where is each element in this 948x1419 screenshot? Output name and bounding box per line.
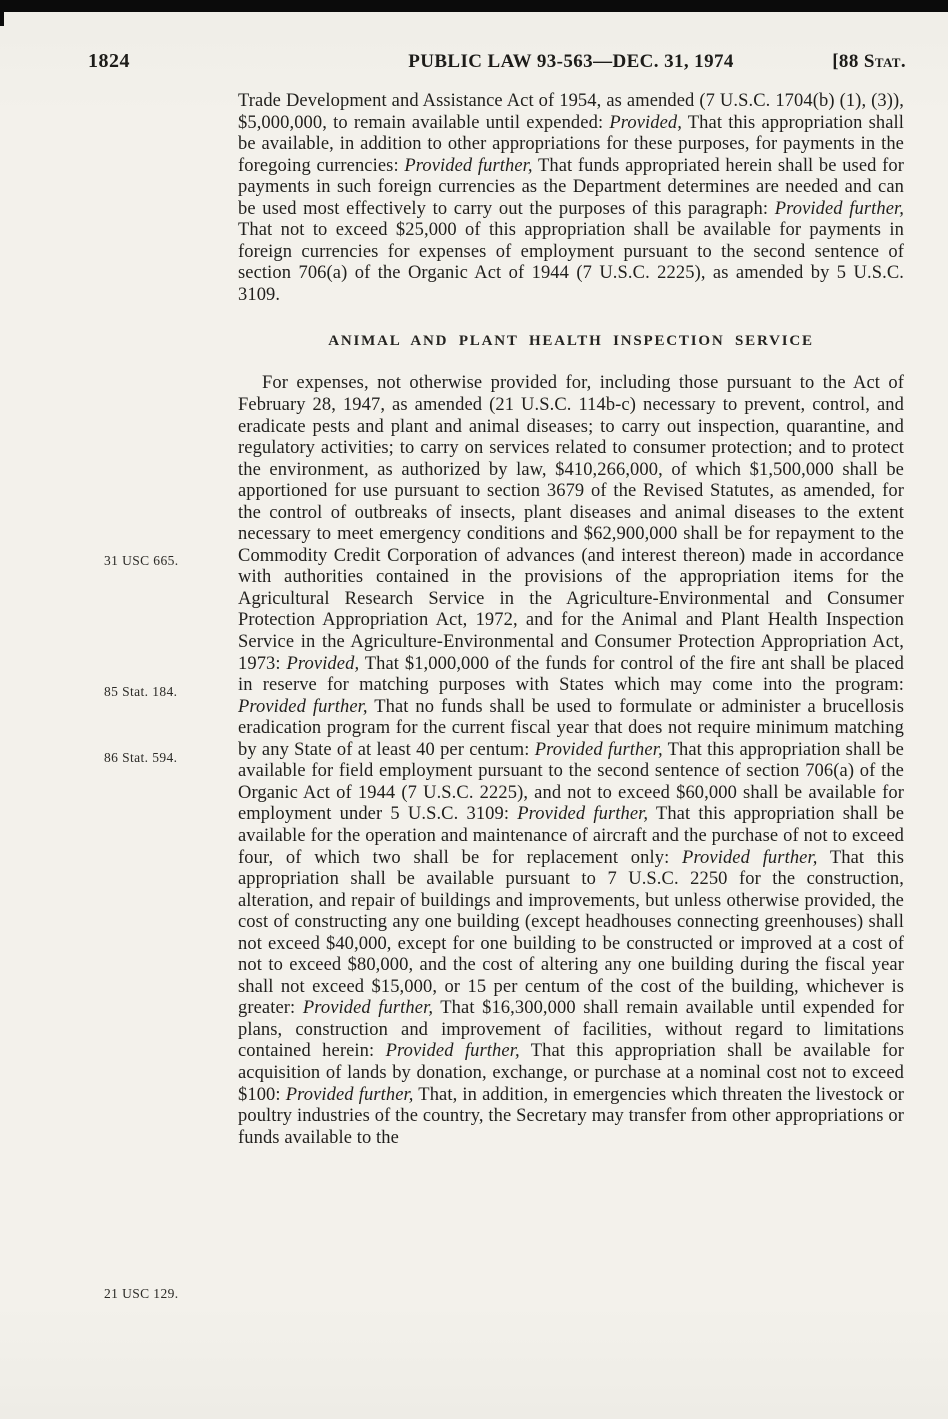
margin-note-usc-129: 21 USC 129. <box>104 1286 179 1301</box>
running-head-title: PUBLIC LAW 93-563—DEC. 31, 1974 <box>408 51 734 72</box>
page-header <box>0 50 948 76</box>
continuation-paragraph: Trade Development and Assistance Act of 1954, as amended (7 U.S.C. 1704(b) (1), (3)), $5,000,000, to remain available until expended: Provided, That this appropriation shall be available, in addition to other appropriations for these purposes, for payments in the foregoing currencies: Provided further, That funds appropriated herein shall be used for payments in such foreign currencies as the Department determines are needed and can be used most effectively to carry out the purposes of this paragraph: Provided further, That not to exceed $25,000 of this appropriation shall be available for payments in foreign currencies for expenses of employment pursuant to the second sentence of section 706(a) of the Organic Act of 1944 (7 U.S.C. 2225), as amended by 5 U.S.C. 3109. <box>238 91 905 305</box>
margin-note-stat-594: 86 Stat. 594. <box>104 750 178 765</box>
section-heading: ANIMAL AND PLANT HEALTH INSPECTION SERVICE <box>328 333 814 350</box>
scan-artifact-left-edge <box>0 0 4 26</box>
margin-note-usc-665: 31 USC 665. <box>104 553 179 568</box>
page-number: 1824 <box>88 50 130 72</box>
margin-note-stat-184: 85 Stat. 184. <box>104 684 178 699</box>
appropriation-paragraph: For expenses, not otherwise provided for, including those pursuant to the Act of February 28, 1947, as amended (21 U.S.C. 114b-c) necessary to prevent, control, and eradicate pests and plant and animal diseases; to carry out inspection, quarantine, and regulatory activities; to carry on services related to consumer protection; and to protect the environment, as authorized by law, $410,266,000, of which $1,500,000 shall be apportioned for use pursuant to section 3679 of the Revised Statutes, as amended, for the control of outbreaks of insects, plant diseases and animal diseases to the extent necessary to meet emergency conditions and $62,900,000 shall be for repayment to the Commodity Credit Corporation of advances (and interest thereon) made in accordance with authorities contained in the provisions of the appropriation items for the Agricultural Research Service in the Agriculture-Environmental and Consumer Protection Appropriation Act, 1972, and for the Animal and Plant Health Inspection Service in the Agriculture-Environmental and Consumer Protection Appropriation Act, 1973: Provided, That $1,000,000 of the funds for control of the fire ant shall be placed in reserve for matching purposes with States which may come into the program: Provided further, That no funds shall be used to formulate or administer a brucellosis eradication program for the current fiscal year that does not require minimum matching by any State of at least 40 per centum: Provided further, That this appropriation shall be available for field employment pursuant to the second sentence of section 706(a) of the Organic Act of 1944 (7 U.S.C. 2225), and not to exceed $60,000 shall be available for employment under 5 U.S.C. 3109: Provided further, That this appropriation shall be available for the operation and maintenance of aircraft and the purchase of not to exceed four, of which two shall be for replacement only: Provided further, That this appropriation shall be available pursuant to 7 U.S.C. 2250 for the construction, alteration, and repair of buildings and improvements, but unless otherwise provided, the cost of constructing any one building (except headhouses connecting greenhouses) shall not exceed $40,000, except for one building to be constructed or improved at a cost of not to exceed $80,000, and the cost of altering any one building during the fiscal year shall not exceed $15,000, or 15 per centum of the cost of the building, whichever is greater: Provided further, That $16,300,000 shall remain available until expended for plans, construction and improvement of facilities, without regard to limitations contained herein: Provided further, That this appropriation shall be available for acquisition of lands by donation, exchange, or purchase at a nominal cost not to exceed $100: Provided further, That, in addition, in emergencies which threaten the livestock or poultry industries of the country, the Secretary may transfer from other appropriations or funds available to the <box>238 373 905 1148</box>
main-text-column <box>238 91 904 1149</box>
scan-artifact-top-bar <box>0 0 948 12</box>
statutes-volume-citation: [88 Stat. <box>832 51 906 72</box>
